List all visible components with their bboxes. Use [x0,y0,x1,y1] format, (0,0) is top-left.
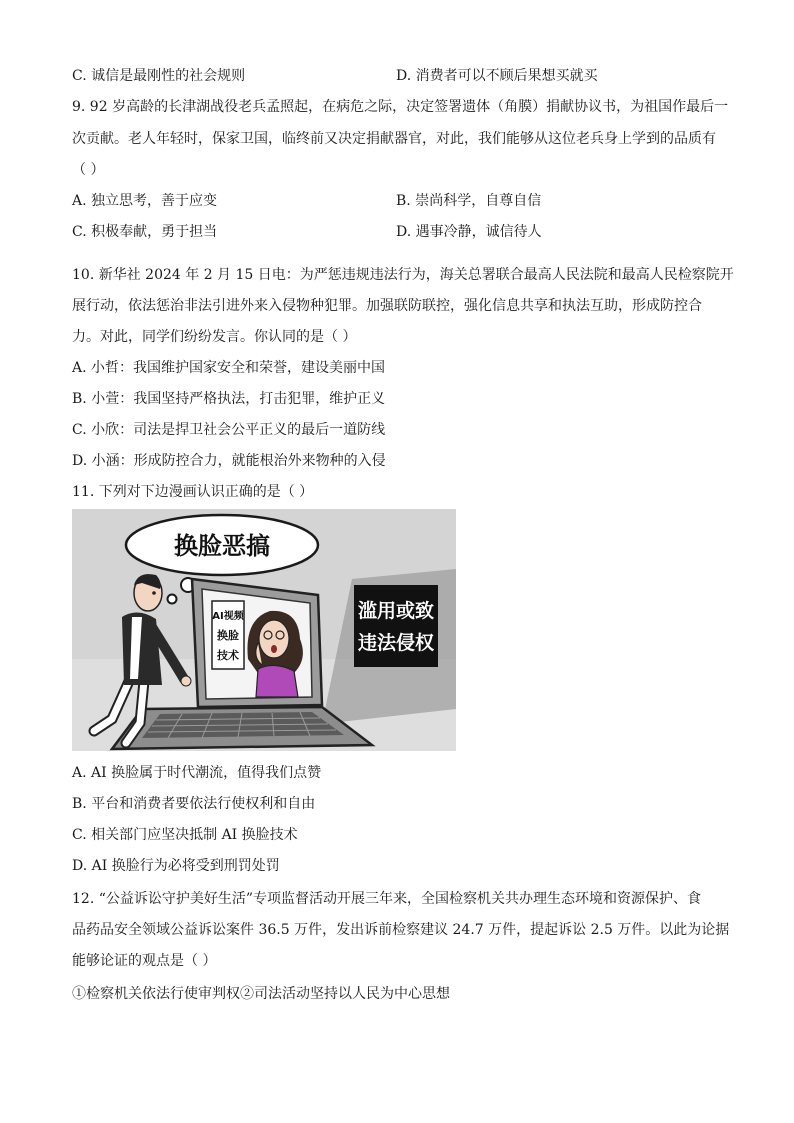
q12-stem-line3: 能够论证的观点是（ ） [72,953,217,969]
q10-stem-line1: 10. 新华社 2024 年 2 月 15 日电：为严惩违规违法行为，海关总署联合最高人民法院和最高人民检察院开 [72,267,734,283]
q9-option-d: D. 遇事冷静，诚信待人 [396,224,542,240]
q12-statements: ①检察机关依法行使审判权②司法活动坚持以人民为中心思想 [72,986,450,1002]
q9-stem-line1: 9. 92 岁高龄的长津湖战役老兵孟照起，在病危之际，决定签署遗体（角膜）捐献协议书，为祖国作最后一 [72,99,729,115]
bubble-text: 换脸恶搞 [174,532,270,560]
sign-text-line1: 滥用或致 [357,600,435,622]
screen-text-line3: 技术 [217,649,239,662]
q10-option-c: C. 小欣：司法是捍卫社会公平正义的最后一道防线 [72,422,386,438]
q9-answer-blank: （ ） [72,162,105,178]
warning-sign [354,585,438,667]
q9-stem-line2: 次贡献。老人年轻时，保家卫国，临终前又决定捐献器官，对此，我们能够从这位老兵身上学到的品质有 [72,131,716,147]
q10-option-a: A. 小哲：我国维护国家安全和荣誉，建设美丽中国 [72,360,386,376]
screen-text-line1: AI视频 [212,611,244,622]
sign-text-line2: 违法侵权 [357,632,435,654]
screen-text-line2: 换脸 [217,629,239,642]
q10-option-b: B. 小萱：我国坚持严格执法，打击犯罪，维护正义 [72,391,386,407]
q9-option-b: B. 崇尚科学，自尊自信 [396,193,542,209]
q12-stem-line1: 12. “公益诉讼守护美好生活”专项监督活动开展三年来，全国检察机关共办理生态环境和资源保护、食 [72,891,702,907]
q11-stem: 11. 下列对下边漫画认识正确的是（ ） [72,484,314,500]
q8-option-c: C. 诚信是最刚性的社会规则 [72,68,246,84]
q12-stem-line2: 品药品安全领域公益诉讼案件 36.5 万件，发出诉前检察建议 24.7 万件，提起诉讼 2.5 万件。以此为论据 [72,922,730,938]
q9-option-c: C. 积极奉献，勇于担当 [72,224,218,240]
q11-option-d: D. AI 换脸行为必将受到刑罚处罚 [72,858,280,874]
q10-stem-line2: 展行动，依法惩治非法引进外来入侵物种犯罪。加强联防联控，强化信息共享和执法互助，形成防控合 [72,298,702,314]
q11-option-a: A. AI 换脸属于时代潮流，值得我们点赞 [72,765,322,781]
q11-cartoon [72,509,456,751]
q10-stem-line3: 力。对此，同学们纷纷发言。你认同的是（ ） [72,329,357,345]
q8-option-d: D. 消费者可以不顾后果想买就买 [396,68,598,84]
q11-option-c: C. 相关部门应坚决抵制 AI 换脸技术 [72,827,298,843]
q10-option-d: D. 小涵：形成防控合力，就能根治外来物种的入侵 [72,453,386,469]
q9-option-a: A. 独立思考，善于应变 [72,193,218,209]
q11-option-b: B. 平台和消费者要依法行使权利和自由 [72,796,316,812]
